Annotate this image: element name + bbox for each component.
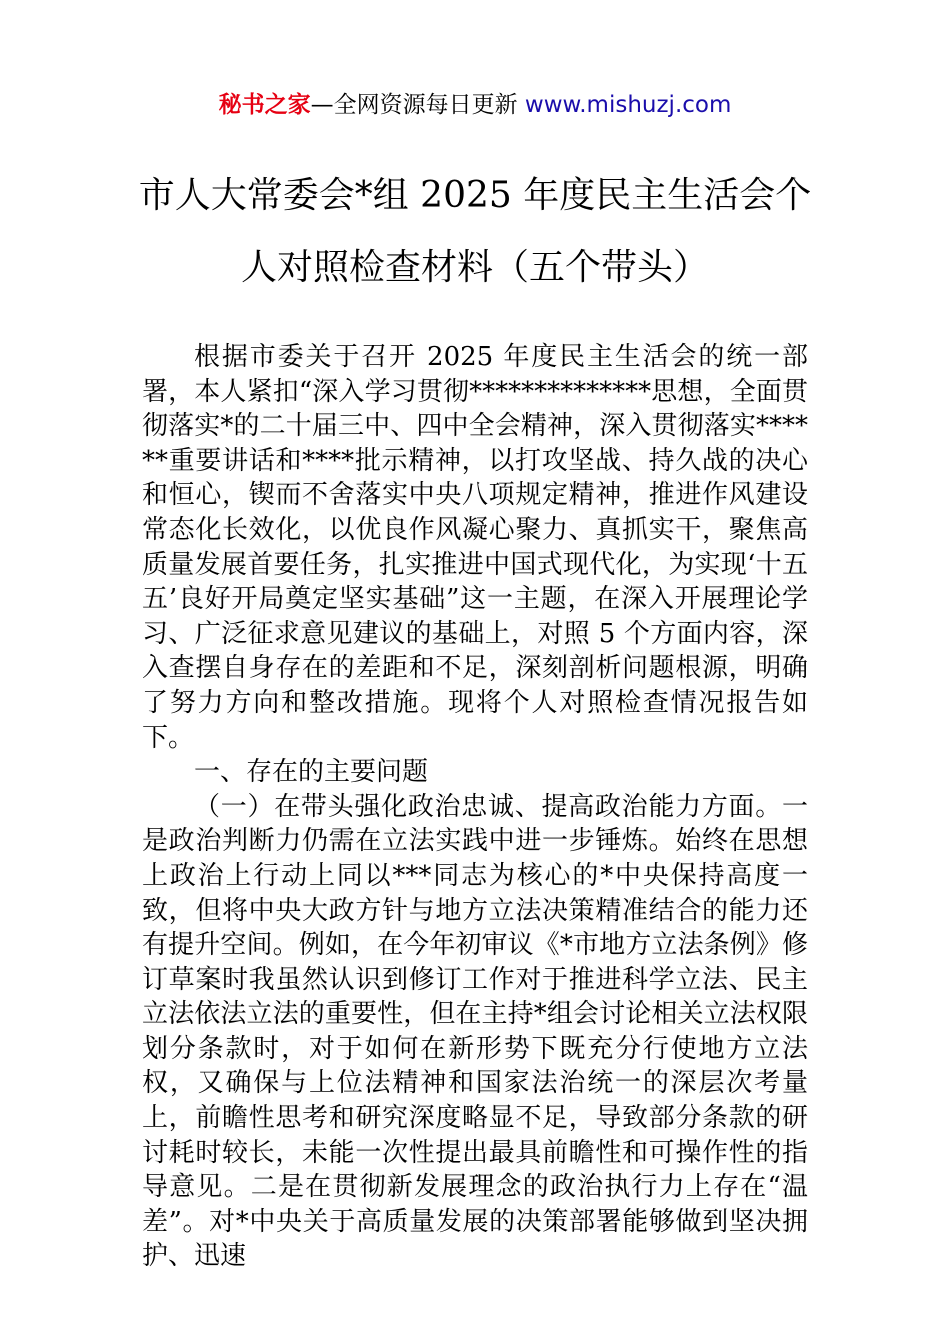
intro-paragraph: 根据市委关于召开 2025 年度民主生活会的统一部署，本人紧扣“深入学习贯彻**************思想，全面贯彻落实*的二十届三中、四中全会精神，深入贯彻落实******重要讲话和****批示精神，以打攻坚战、持久战的决心和恒心，锲而不舍落实中央八项规定精神，推进作风建设常态化长效化，以优良作风凝心聚力、真抓实干，聚焦高质量发展首要任务，扎实推进中国式现代化，为实现‘十五五’良好开局奠定坚实基础”这一主题，在深入开展理论学习、广泛征求意见建议的基础上，对照 5 个方面内容，深入查摆自身存在的差距和不足，深刻剖析问题根源，明确了努力方向和整改措施。现将个人对照检查情况报告如下。 [142,342,808,753]
site-header [0,88,950,122]
section-heading: 一、存在的主要问题 [194,757,429,788]
document-title: 市人大常委会*组 2025 年度民主生活会个人对照检查材料（五个带头） [138,175,812,288]
site-tagline: —全网资源每日更新 [310,92,518,118]
site-url-link[interactable]: www.mishuzj.com [524,92,732,118]
body-paragraph: （一）在带头强化政治忠诚、提高政治能力方面。一是政治判断力仍需在立法实践中进一步锤炼。始终在思想上政治上行动上同以***同志为核心的*中央保持高度一致，但将中央大政方针与地方立法决策精准结合的能力还有提升空间。例如，在今年初审议《*市地方立法条例》修订草案时我虽然认识到修订工作对于推进科学立法、民主立法依法立法的重要性，但在主持*组会讨论相关立法权限划分条款时，对于如何在新形势下既充分行使地方立法权，又确保与上位法精神和国家法治统一的深层次考量上，前瞻性思考和研究深度略显不足，导致部分条款的研讨耗时较长，未能一次性提出最具前瞻性和可操作性的指导意见。二是在贯彻新发展理念的政治执行力上存在“温差”。对*中央关于高质量发展的决策部署能够做到坚决拥护、迅速 [142,791,808,1272]
site-brand: 秘书之家 [218,92,311,118]
document-body [142,340,808,1274]
